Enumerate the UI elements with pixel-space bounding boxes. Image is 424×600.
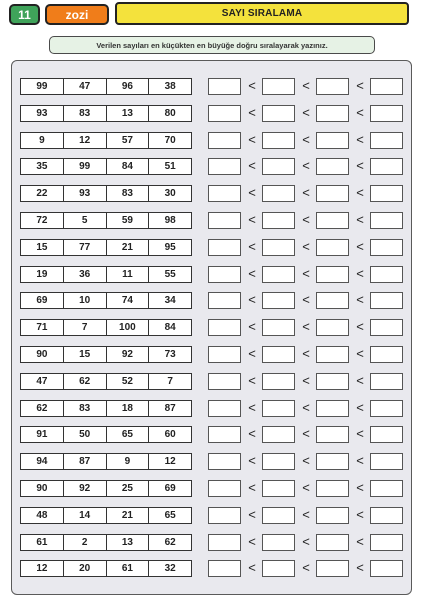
answer-box[interactable] <box>370 158 403 175</box>
answer-box[interactable] <box>316 507 349 524</box>
answer-box[interactable] <box>262 158 295 175</box>
answer-box[interactable] <box>262 78 295 95</box>
number-cell: 62 <box>21 401 64 416</box>
number-cell: 84 <box>164 322 176 334</box>
exercise-row <box>12 266 411 283</box>
number-cell: 18 <box>107 401 150 416</box>
answer-box[interactable] <box>208 292 241 309</box>
number-cell: 21 <box>107 240 150 255</box>
number-cell: 98 <box>164 215 176 226</box>
number-cell: 69 <box>21 293 64 308</box>
number-cell: 92 <box>64 481 107 496</box>
less-than-sign: < <box>302 292 310 308</box>
exercise-row <box>12 212 411 229</box>
number-cell: 32 <box>164 563 176 575</box>
exercise-panel <box>11 60 412 595</box>
less-than-sign: < <box>302 346 310 361</box>
answer-box[interactable] <box>262 239 295 256</box>
number-cell: 12 <box>64 133 107 148</box>
answer-box[interactable] <box>316 266 349 283</box>
less-than-sign: < <box>356 292 364 308</box>
number-cell: 73 <box>164 349 176 360</box>
number-cell: 13 <box>107 106 150 121</box>
number-cell: 22 <box>21 186 64 201</box>
given-numbers <box>20 132 192 149</box>
answer-box[interactable] <box>370 185 403 202</box>
less-than-sign: < <box>356 104 364 120</box>
answer-box[interactable] <box>370 132 403 149</box>
page-number-badge <box>9 4 40 25</box>
less-than-sign: < <box>302 78 310 93</box>
instruction-text: Verilen sayıları en küçükten en büyüğe doğru sıralayarak yazınız. <box>96 40 328 50</box>
given-numbers <box>20 480 192 497</box>
less-than-sign: < <box>248 265 256 281</box>
less-than-sign: < <box>356 372 364 388</box>
less-than-sign: < <box>248 131 256 147</box>
answer-box[interactable] <box>208 453 241 470</box>
number-cell: 11 <box>107 267 150 282</box>
less-than-sign: < <box>302 399 310 415</box>
exercise-row <box>12 319 411 336</box>
number-cell: 62 <box>164 536 176 548</box>
number-cell: 9 <box>107 454 150 469</box>
less-than-sign: < <box>356 426 364 442</box>
exercise-row <box>12 400 411 417</box>
answer-box[interactable] <box>208 534 241 551</box>
answer-box[interactable] <box>370 560 403 577</box>
less-than-sign: < <box>248 480 256 495</box>
number-cell: 96 <box>107 79 150 94</box>
less-than-sign: < <box>356 212 364 227</box>
number-cell: 51 <box>164 161 176 173</box>
answer-box[interactable] <box>208 212 241 229</box>
less-than-sign: < <box>248 346 256 361</box>
number-cell: 10 <box>64 293 107 308</box>
number-cell: 52 <box>107 374 150 389</box>
number-cell: 14 <box>64 508 107 523</box>
less-than-sign: < <box>248 453 256 469</box>
answer-box[interactable] <box>316 480 349 497</box>
exercise-row <box>12 426 411 443</box>
given-numbers <box>20 185 192 202</box>
less-than-sign: < <box>302 265 310 281</box>
answer-box[interactable] <box>208 105 241 122</box>
less-than-sign: < <box>248 506 256 522</box>
less-than-sign: < <box>248 185 256 201</box>
number-cell: 87 <box>64 454 107 469</box>
given-numbers <box>20 266 192 283</box>
less-than-sign: < <box>302 238 310 254</box>
answer-box[interactable] <box>370 78 403 95</box>
answer-box[interactable] <box>370 266 403 283</box>
less-than-sign: < <box>248 78 256 93</box>
number-cell: 30 <box>164 188 176 200</box>
less-than-sign: < <box>356 480 364 495</box>
number-cell: 38 <box>164 81 176 92</box>
answer-box[interactable] <box>262 266 295 283</box>
answer-box[interactable] <box>208 373 241 390</box>
answer-box[interactable] <box>316 426 349 443</box>
given-numbers <box>20 373 192 390</box>
answer-box[interactable] <box>316 212 349 229</box>
number-cell: 9 <box>21 133 64 148</box>
number-cell: 83 <box>64 401 107 416</box>
less-than-sign: < <box>302 560 310 576</box>
number-cell: 34 <box>164 295 176 307</box>
number-cell: 2 <box>64 535 107 550</box>
less-than-sign: < <box>356 238 364 254</box>
less-than-sign: < <box>356 78 364 93</box>
number-cell: 65 <box>164 509 176 521</box>
exercise-row <box>12 158 411 175</box>
instruction-box <box>49 36 375 54</box>
answer-box[interactable] <box>262 507 295 524</box>
exercise-row <box>12 346 411 363</box>
number-cell: 71 <box>21 320 64 335</box>
answer-box[interactable] <box>262 534 295 551</box>
answer-box[interactable] <box>370 346 403 363</box>
given-numbers <box>20 319 192 336</box>
less-than-sign: < <box>248 212 256 227</box>
less-than-sign: < <box>356 346 364 361</box>
exercise-row <box>12 560 411 577</box>
answer-box[interactable] <box>370 534 403 551</box>
exercise-row <box>12 239 411 256</box>
less-than-sign: < <box>302 319 310 335</box>
answer-box[interactable] <box>262 453 295 470</box>
answer-box[interactable] <box>208 132 241 149</box>
answer-box[interactable] <box>262 105 295 122</box>
less-than-sign: < <box>302 506 310 522</box>
answer-box[interactable] <box>262 132 295 149</box>
answer-box[interactable] <box>208 158 241 175</box>
number-cell: 80 <box>164 107 176 119</box>
number-cell: 21 <box>107 508 150 523</box>
page-title: SAYI SIRALAMA <box>221 8 303 19</box>
answer-box[interactable] <box>208 480 241 497</box>
answer-box[interactable] <box>262 400 295 417</box>
answer-box[interactable] <box>316 78 349 95</box>
number-cell: 7 <box>64 320 107 335</box>
number-cell: 12 <box>164 456 176 468</box>
given-numbers <box>20 453 192 470</box>
answer-box[interactable] <box>316 319 349 336</box>
brand-name: zozi <box>65 7 89 22</box>
answer-box[interactable] <box>262 373 295 390</box>
less-than-sign: < <box>302 453 310 469</box>
answer-box[interactable] <box>208 319 241 336</box>
exercise-row <box>12 373 411 390</box>
number-cell: 74 <box>107 293 150 308</box>
number-cell: 55 <box>164 268 176 280</box>
answer-box[interactable] <box>316 185 349 202</box>
answer-box[interactable] <box>316 158 349 175</box>
answer-box[interactable] <box>316 560 349 577</box>
number-cell: 15 <box>64 347 107 362</box>
answer-box[interactable] <box>262 560 295 577</box>
less-than-sign: < <box>356 399 364 415</box>
number-cell: 12 <box>21 561 64 576</box>
exercise-row <box>12 105 411 122</box>
exercise-row <box>12 292 411 309</box>
less-than-sign: < <box>356 560 364 576</box>
answer-box[interactable] <box>370 105 403 122</box>
less-than-sign: < <box>248 238 256 254</box>
answer-box[interactable] <box>370 292 403 309</box>
given-numbers <box>20 158 192 175</box>
number-cell: 47 <box>21 374 64 389</box>
less-than-sign: < <box>248 292 256 308</box>
less-than-sign: < <box>302 131 310 147</box>
number-cell: 77 <box>64 240 107 255</box>
given-numbers <box>20 400 192 417</box>
answer-box[interactable] <box>262 319 295 336</box>
less-than-sign: < <box>356 185 364 201</box>
less-than-sign: < <box>248 319 256 335</box>
answer-box[interactable] <box>316 346 349 363</box>
number-cell: 69 <box>164 483 176 494</box>
less-than-sign: < <box>248 533 256 549</box>
number-cell: 65 <box>107 427 150 442</box>
less-than-sign: < <box>248 158 256 174</box>
answer-box[interactable] <box>262 480 295 497</box>
number-cell: 93 <box>21 106 64 121</box>
exercise-row <box>12 507 411 524</box>
given-numbers <box>20 105 192 122</box>
given-numbers <box>20 507 192 524</box>
number-cell: 62 <box>64 374 107 389</box>
less-than-sign: < <box>302 158 310 174</box>
answer-box[interactable] <box>208 78 241 95</box>
number-cell: 7 <box>167 375 173 387</box>
number-cell: 47 <box>64 79 107 94</box>
less-than-sign: < <box>356 319 364 335</box>
number-cell: 95 <box>164 241 176 253</box>
given-numbers <box>20 560 192 577</box>
number-cell: 84 <box>107 159 150 174</box>
answer-box[interactable] <box>208 507 241 524</box>
number-cell: 83 <box>64 106 107 121</box>
answer-box[interactable] <box>316 105 349 122</box>
answer-box[interactable] <box>208 185 241 202</box>
less-than-sign: < <box>356 506 364 522</box>
number-cell: 90 <box>21 481 64 496</box>
exercise-row <box>12 78 411 95</box>
number-cell: 94 <box>21 454 64 469</box>
number-cell: 61 <box>107 561 150 576</box>
exercise-row <box>12 534 411 551</box>
answer-box[interactable] <box>370 319 403 336</box>
number-cell: 100 <box>107 320 150 335</box>
answer-box[interactable] <box>316 534 349 551</box>
number-cell: 13 <box>107 535 150 550</box>
less-than-sign: < <box>302 185 310 201</box>
less-than-sign: < <box>302 533 310 549</box>
answer-box[interactable] <box>316 400 349 417</box>
number-cell: 19 <box>21 267 64 282</box>
brand-badge <box>45 4 109 25</box>
number-cell: 59 <box>107 213 150 228</box>
number-cell: 50 <box>64 427 107 442</box>
answer-box[interactable] <box>370 426 403 443</box>
number-cell: 61 <box>21 535 64 550</box>
less-than-sign: < <box>356 131 364 147</box>
less-than-sign: < <box>356 265 364 281</box>
answer-box[interactable] <box>370 212 403 229</box>
number-cell: 99 <box>64 159 107 174</box>
number-cell: 36 <box>64 267 107 282</box>
given-numbers <box>20 78 192 95</box>
answer-box[interactable] <box>262 292 295 309</box>
answer-box[interactable] <box>370 239 403 256</box>
less-than-sign: < <box>302 480 310 495</box>
number-cell: 92 <box>107 347 150 362</box>
number-cell: 60 <box>164 429 176 441</box>
number-cell: 15 <box>21 240 64 255</box>
number-cell: 91 <box>21 427 64 442</box>
number-cell: 90 <box>21 347 64 362</box>
less-than-sign: < <box>302 212 310 227</box>
answer-box[interactable] <box>262 212 295 229</box>
number-cell: 35 <box>21 159 64 174</box>
less-than-sign: < <box>248 560 256 576</box>
given-numbers <box>20 239 192 256</box>
title-bar <box>115 2 409 25</box>
number-cell: 99 <box>21 79 64 94</box>
number-cell: 25 <box>107 481 150 496</box>
less-than-sign: < <box>302 104 310 120</box>
number-cell: 93 <box>64 186 107 201</box>
less-than-sign: < <box>302 372 310 388</box>
answer-box[interactable] <box>262 185 295 202</box>
less-than-sign: < <box>248 399 256 415</box>
number-cell: 70 <box>164 134 176 146</box>
answer-box[interactable] <box>316 292 349 309</box>
given-numbers <box>20 212 192 229</box>
less-than-sign: < <box>248 104 256 120</box>
answer-box[interactable] <box>316 373 349 390</box>
exercise-row <box>12 480 411 497</box>
answer-box[interactable] <box>370 373 403 390</box>
answer-box[interactable] <box>316 453 349 470</box>
answer-box[interactable] <box>208 266 241 283</box>
exercise-row <box>12 185 411 202</box>
answer-box[interactable] <box>208 346 241 363</box>
answer-box[interactable] <box>208 400 241 417</box>
number-cell: 83 <box>107 186 150 201</box>
less-than-sign: < <box>302 426 310 442</box>
less-than-sign: < <box>356 453 364 469</box>
exercise-row <box>12 453 411 470</box>
given-numbers <box>20 426 192 443</box>
number-cell: 5 <box>64 213 107 228</box>
less-than-sign: < <box>356 158 364 174</box>
answer-box[interactable] <box>370 507 403 524</box>
number-cell: 48 <box>21 508 64 523</box>
answer-box[interactable] <box>262 426 295 443</box>
exercise-row <box>12 132 411 149</box>
less-than-sign: < <box>248 426 256 442</box>
answer-box[interactable] <box>316 239 349 256</box>
given-numbers <box>20 534 192 551</box>
page-number: 11 <box>18 7 31 22</box>
number-cell: 72 <box>21 213 64 228</box>
number-cell: 20 <box>64 561 107 576</box>
number-cell: 57 <box>107 133 150 148</box>
answer-box[interactable] <box>208 239 241 256</box>
answer-box[interactable] <box>208 426 241 443</box>
answer-box[interactable] <box>316 132 349 149</box>
answer-box[interactable] <box>370 480 403 497</box>
given-numbers <box>20 346 192 363</box>
answer-box[interactable] <box>370 453 403 470</box>
less-than-sign: < <box>248 372 256 388</box>
answer-box[interactable] <box>262 346 295 363</box>
answer-box[interactable] <box>208 560 241 577</box>
given-numbers <box>20 292 192 309</box>
less-than-sign: < <box>356 533 364 549</box>
number-cell: 87 <box>164 402 176 414</box>
answer-box[interactable] <box>370 400 403 417</box>
